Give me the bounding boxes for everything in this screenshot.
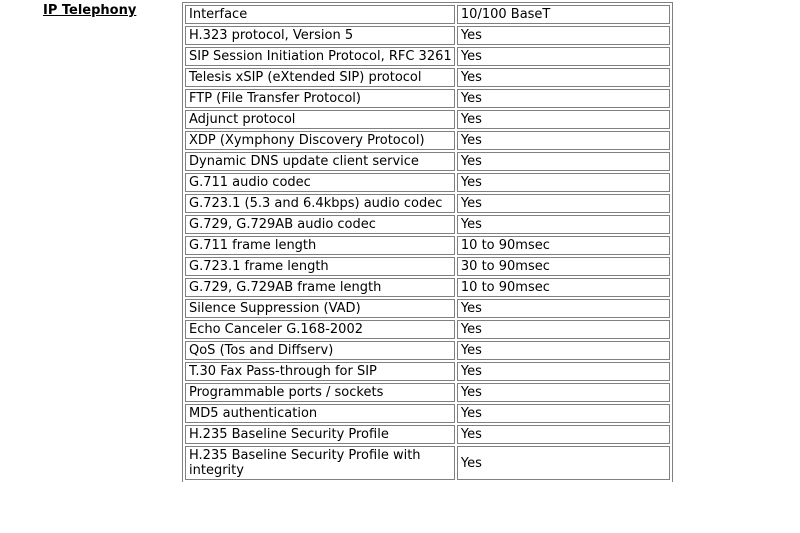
table-row	[185, 278, 670, 297]
table-row	[185, 362, 670, 381]
feature-cell: QoS (Tos and Diffserv)	[185, 341, 455, 360]
table-row	[185, 89, 670, 108]
spec-table-body	[185, 5, 670, 480]
feature-cell: FTP (File Transfer Protocol)	[185, 89, 455, 108]
feature-cell: SIP Session Initiation Protocol, RFC 3261	[185, 47, 455, 66]
value-cell: Yes	[457, 299, 670, 318]
table-row	[185, 68, 670, 87]
value-cell: 30 to 90msec	[457, 257, 670, 276]
feature-cell: XDP (Xymphony Discovery Protocol)	[185, 131, 455, 150]
table-row	[185, 173, 670, 192]
table-row	[185, 131, 670, 150]
feature-cell: Adjunct protocol	[185, 110, 455, 129]
value-cell: 10 to 90msec	[457, 236, 670, 255]
value-cell: Yes	[457, 446, 670, 480]
table-row	[185, 404, 670, 423]
value-cell: Yes	[457, 404, 670, 423]
value-cell: Yes	[457, 341, 670, 360]
feature-cell: H.235 Baseline Security Profile with integrity	[185, 446, 455, 480]
table-row	[185, 257, 670, 276]
value-cell: Yes	[457, 26, 670, 45]
value-cell: Yes	[457, 425, 670, 444]
feature-cell: G.711 audio codec	[185, 173, 455, 192]
table-row	[185, 446, 670, 480]
value-cell: Yes	[457, 110, 670, 129]
value-cell: Yes	[457, 362, 670, 381]
table-row	[185, 194, 670, 213]
value-cell: 10 to 90msec	[457, 278, 670, 297]
value-cell: Yes	[457, 173, 670, 192]
feature-cell: MD5 authentication	[185, 404, 455, 423]
feature-cell: H.323 protocol, Version 5	[185, 26, 455, 45]
value-cell: Yes	[457, 47, 670, 66]
table-row	[185, 320, 670, 339]
feature-cell: G.729, G.729AB frame length	[185, 278, 455, 297]
value-cell: Yes	[457, 131, 670, 150]
feature-cell: Telesis xSIP (eXtended SIP) protocol	[185, 68, 455, 87]
feature-cell: H.235 Baseline Security Profile	[185, 425, 455, 444]
section-heading-ip-telephony[interactable]: IP Telephony	[43, 3, 137, 18]
value-cell: Yes	[457, 152, 670, 171]
table-row	[185, 215, 670, 234]
value-cell: 10/100 BaseT	[457, 5, 670, 24]
table-row	[185, 425, 670, 444]
value-cell: Yes	[457, 68, 670, 87]
value-cell: Yes	[457, 383, 670, 402]
table-row	[185, 47, 670, 66]
value-cell: Yes	[457, 215, 670, 234]
spec-table	[182, 2, 673, 482]
value-cell: Yes	[457, 320, 670, 339]
table-row	[185, 5, 670, 24]
feature-cell: T.30 Fax Pass-through for SIP	[185, 362, 455, 381]
feature-cell: Interface	[185, 5, 455, 24]
table-row	[185, 383, 670, 402]
table-row	[185, 236, 670, 255]
value-cell: Yes	[457, 194, 670, 213]
table-row	[185, 110, 670, 129]
feature-cell: Programmable ports / sockets	[185, 383, 455, 402]
value-cell: Yes	[457, 89, 670, 108]
feature-cell: Echo Canceler G.168-2002	[185, 320, 455, 339]
table-row	[185, 299, 670, 318]
feature-cell: G.723.1 (5.3 and 6.4kbps) audio codec	[185, 194, 455, 213]
table-row	[185, 26, 670, 45]
feature-cell: Silence Suppression (VAD)	[185, 299, 455, 318]
table-row	[185, 341, 670, 360]
table-row	[185, 152, 670, 171]
feature-cell: Dynamic DNS update client service	[185, 152, 455, 171]
feature-cell: G.729, G.729AB audio codec	[185, 215, 455, 234]
feature-cell: G.711 frame length	[185, 236, 455, 255]
feature-cell: G.723.1 frame length	[185, 257, 455, 276]
